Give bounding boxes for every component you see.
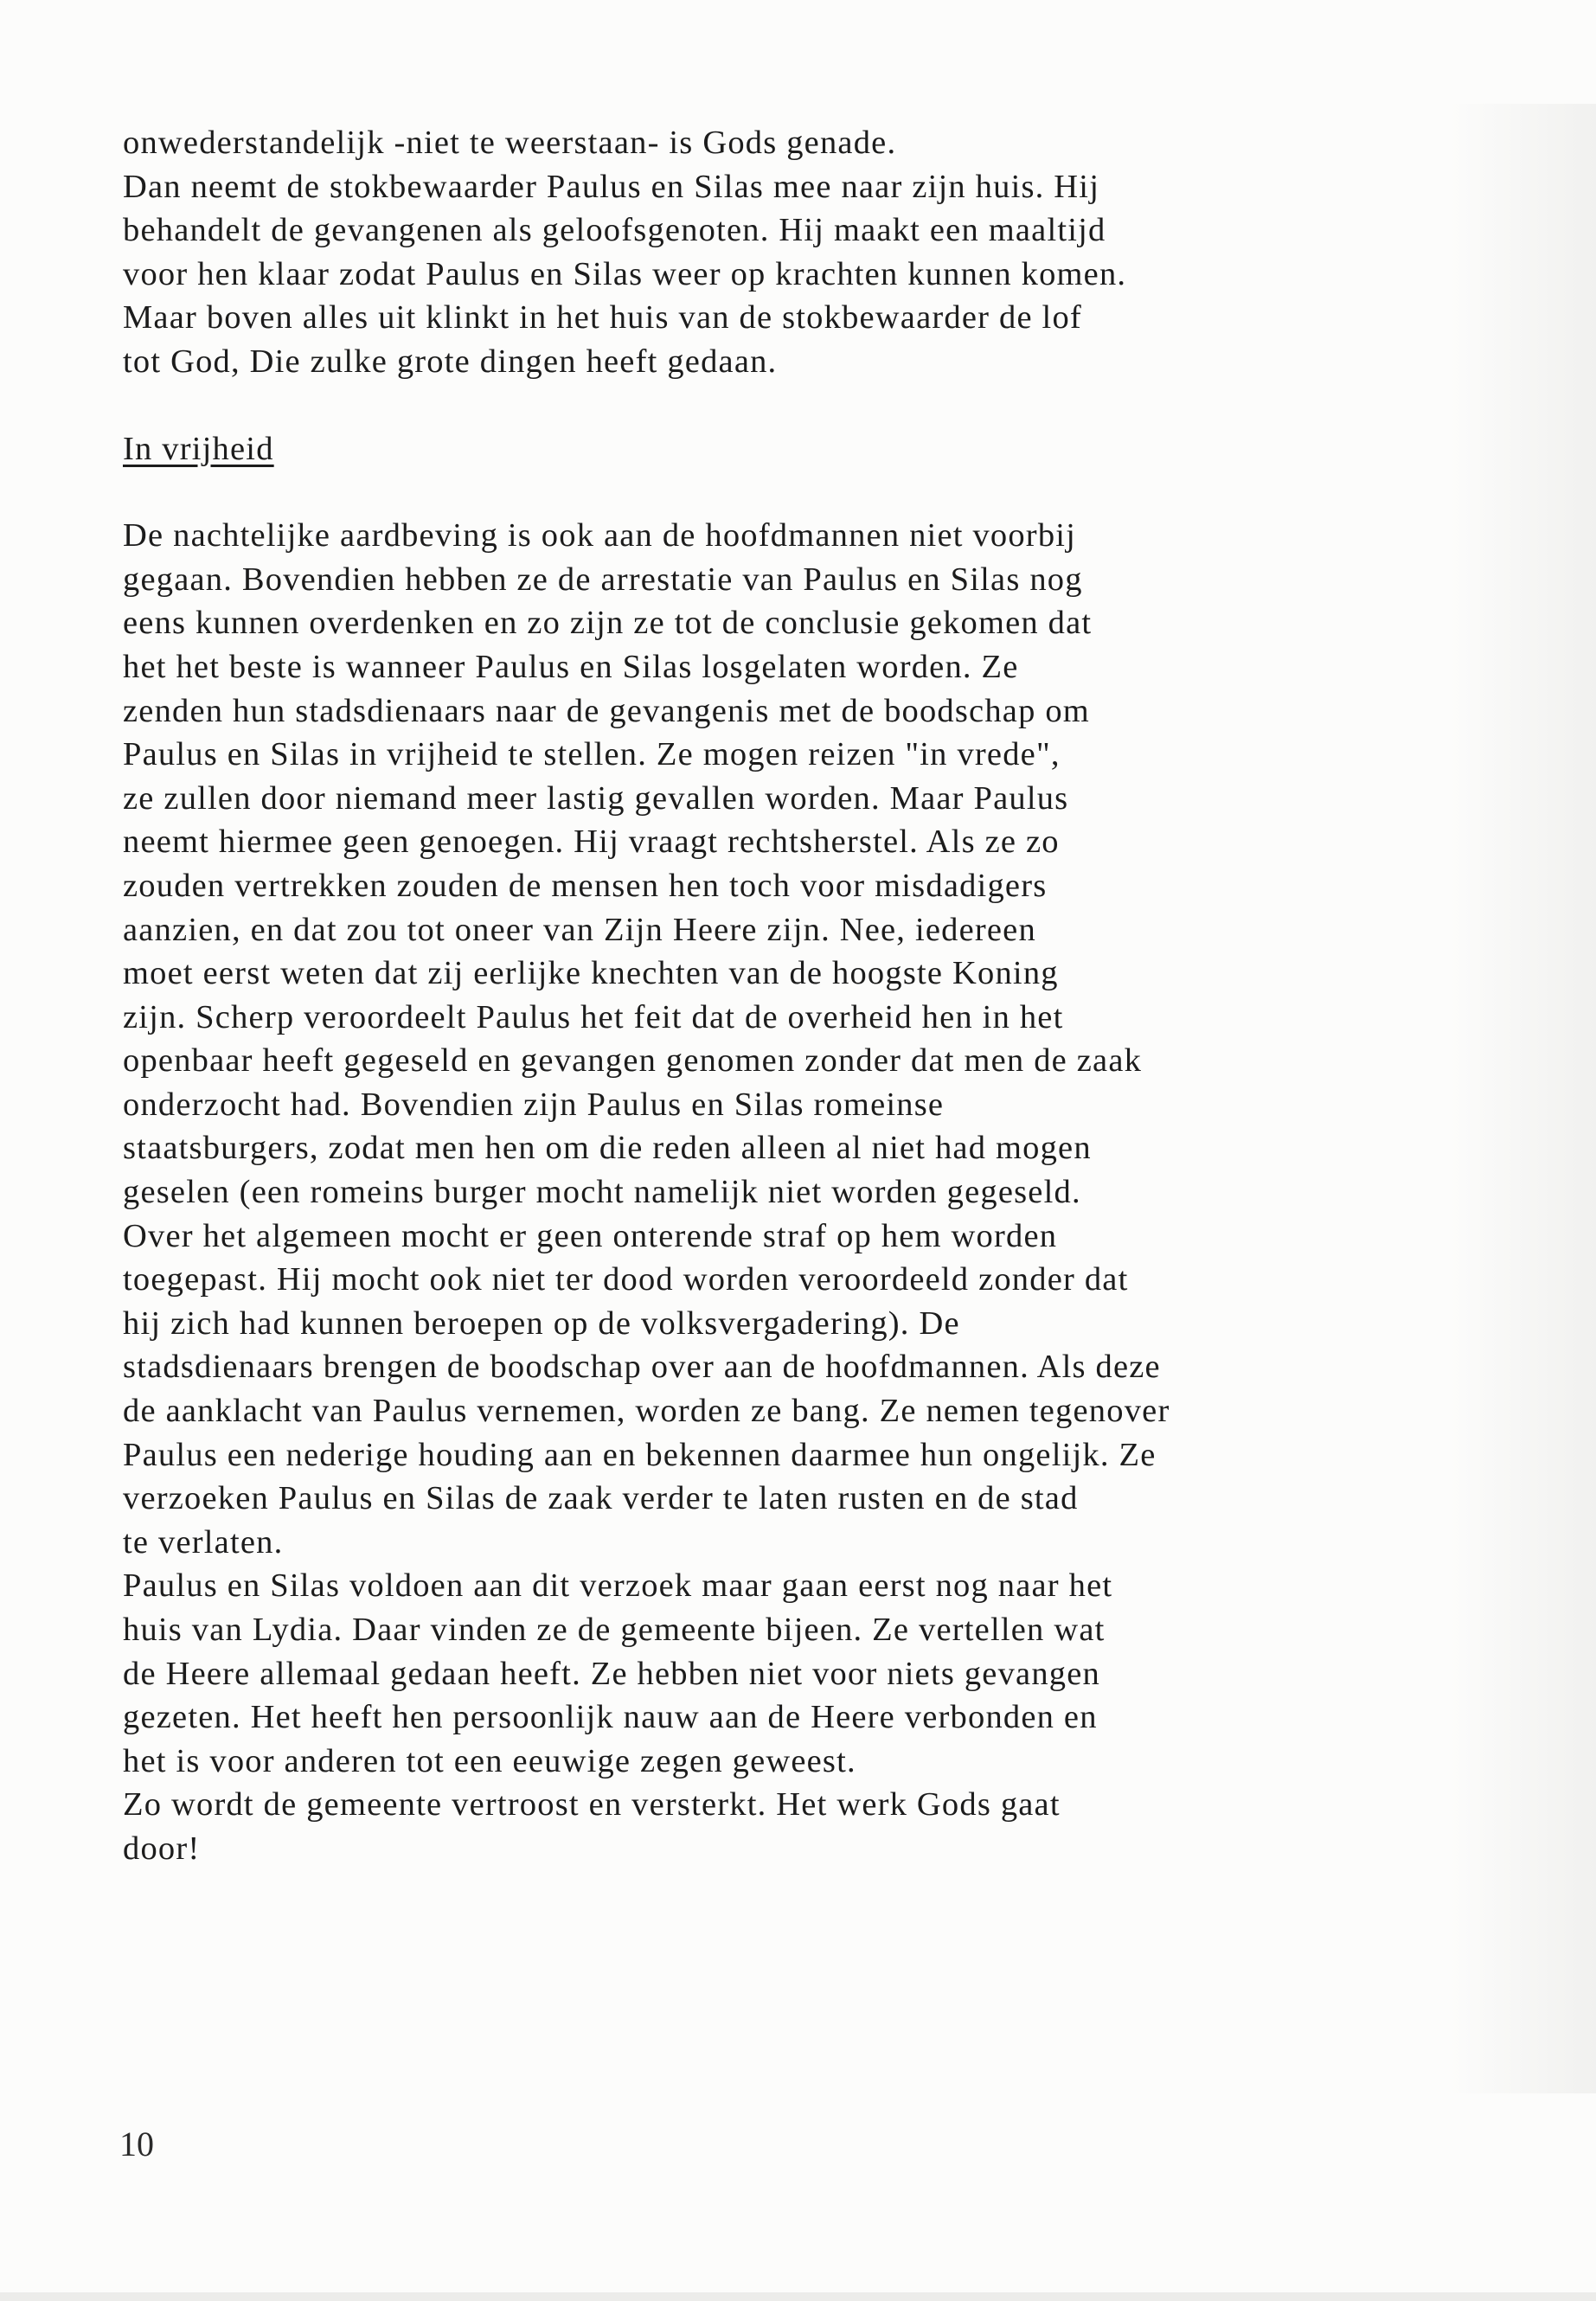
text-line: openbaar heeft gegeseld en gevangen genomen zonder dat men de zaak xyxy=(123,1042,1143,1080)
text-line: onwederstandelijk -niet te weerstaan- is Gods genade. xyxy=(123,125,897,161)
text-line: stadsdienaars brengen de boodschap over aan de hoofdmannen. Als deze xyxy=(123,1349,1161,1386)
text-line: ze zullen door niemand meer lastig gevallen worden. Maar Paulus xyxy=(123,779,1069,817)
text-line: Paulus en Silas voldoen aan dit verzoek maar gaan eerst nog naar het xyxy=(123,1567,1113,1605)
section-heading: In vrijheid xyxy=(123,430,274,467)
text-line: gegaan. Bovendien hebben ze de arrestatie van Paulus en Silas nog xyxy=(123,561,1083,598)
page-bottom-edge xyxy=(0,2292,1596,2301)
facing-page-bleed xyxy=(1449,104,1596,2093)
text-block xyxy=(123,121,1429,1871)
text-line: tot God, Die zulke grote dingen heeft gedaan. xyxy=(123,343,778,380)
text-line: zenden hun stadsdienaars naar de gevangenis met de boodschap om xyxy=(123,692,1090,729)
page-number: 10 xyxy=(119,2125,154,2163)
text-line: zijn. Scherp veroordeelt Paulus het feit dat de overheid hen in het xyxy=(123,998,1064,1035)
text-line: Dan neemt de stokbewaarder Paulus en Silas mee naar zijn huis. Hij xyxy=(123,168,1100,205)
text-line: De nachtelijke aardbeving is ook aan de hoofdmannen niet voorbij xyxy=(123,517,1077,554)
text-line: het het beste is wanneer Paulus en Silas losgelaten worden. Ze xyxy=(123,648,1019,685)
body-paragraph xyxy=(123,514,1429,1870)
text-line: onderzocht had. Bovendien zijn Paulus en Silas romeinse xyxy=(123,1086,945,1123)
text-line: verzoeken Paulus en Silas de zaak verder te laten rusten en de stad xyxy=(123,1480,1079,1517)
text-line: gezeten. Het heeft hen persoonlijk nauw aan de Heere verbonden en xyxy=(123,1699,1098,1736)
text-line: de Heere allemaal gedaan heeft. Ze hebben niet voor niets gevangen xyxy=(123,1655,1100,1692)
text-line: toegepast. Hij mocht ook niet ter dood worden veroordeeld zonder dat xyxy=(123,1261,1129,1298)
intro-paragraph xyxy=(123,121,1429,384)
text-line: geselen (een romeins burger mocht namelijk niet worden gegeseld. xyxy=(123,1174,1081,1211)
text-line: zouden vertrekken zouden de mensen hen toch voor misdadigers xyxy=(123,867,1048,904)
text-line: hij zich had kunnen beroepen op de volksvergadering). De xyxy=(123,1304,960,1342)
text-line: door! xyxy=(123,1830,201,1867)
text-line: te verlaten. xyxy=(123,1523,284,1561)
text-line: de aanklacht van Paulus vernemen, worden ze bang. Ze nemen tegenover xyxy=(123,1393,1170,1430)
text-line: aanzien, en dat zou tot oneer van Zijn Heere zijn. Nee, iedereen xyxy=(123,911,1036,948)
text-line: voor hen klaar zodat Paulus en Silas weer op krachten kunnen komen. xyxy=(123,255,1127,292)
text-line: moet eerst weten dat zij eerlijke knechten van de hoogste Koning xyxy=(123,955,1059,992)
text-line: Zo wordt de gemeente vertroost en versterkt. Het werk Gods gaat xyxy=(123,1786,1061,1823)
text-line: Over het algemeen mocht er geen onterende straf op hem worden xyxy=(123,1217,1058,1254)
text-line: neemt hiermee geen genoegen. Hij vraagt rechtsherstel. Als ze zo xyxy=(123,824,1060,861)
text-line: staatsburgers, zodat men hen om die reden alleen al niet had mogen xyxy=(123,1130,1092,1167)
text-line: Paulus en Silas in vrijheid te stellen. Ze mogen reizen "in vrede", xyxy=(123,736,1061,773)
text-line: eens kunnen overdenken en zo zijn ze tot de conclusie gekomen dat xyxy=(123,605,1093,642)
text-line: het is voor anderen tot een eeuwige zegen geweest. xyxy=(123,1742,856,1779)
text-line: Paulus een nederige houding aan en bekennen daarmee hun ongelijk. Ze xyxy=(123,1436,1157,1473)
text-line: behandelt de gevangenen als geloofsgenoten. Hij maakt een maaltijd xyxy=(123,212,1106,249)
text-line: Maar boven alles uit klinkt in het huis van de stokbewaarder de lof xyxy=(123,299,1082,336)
text-line: huis van Lydia. Daar vinden ze de gemeente bijeen. Ze vertellen wat xyxy=(123,1612,1106,1648)
